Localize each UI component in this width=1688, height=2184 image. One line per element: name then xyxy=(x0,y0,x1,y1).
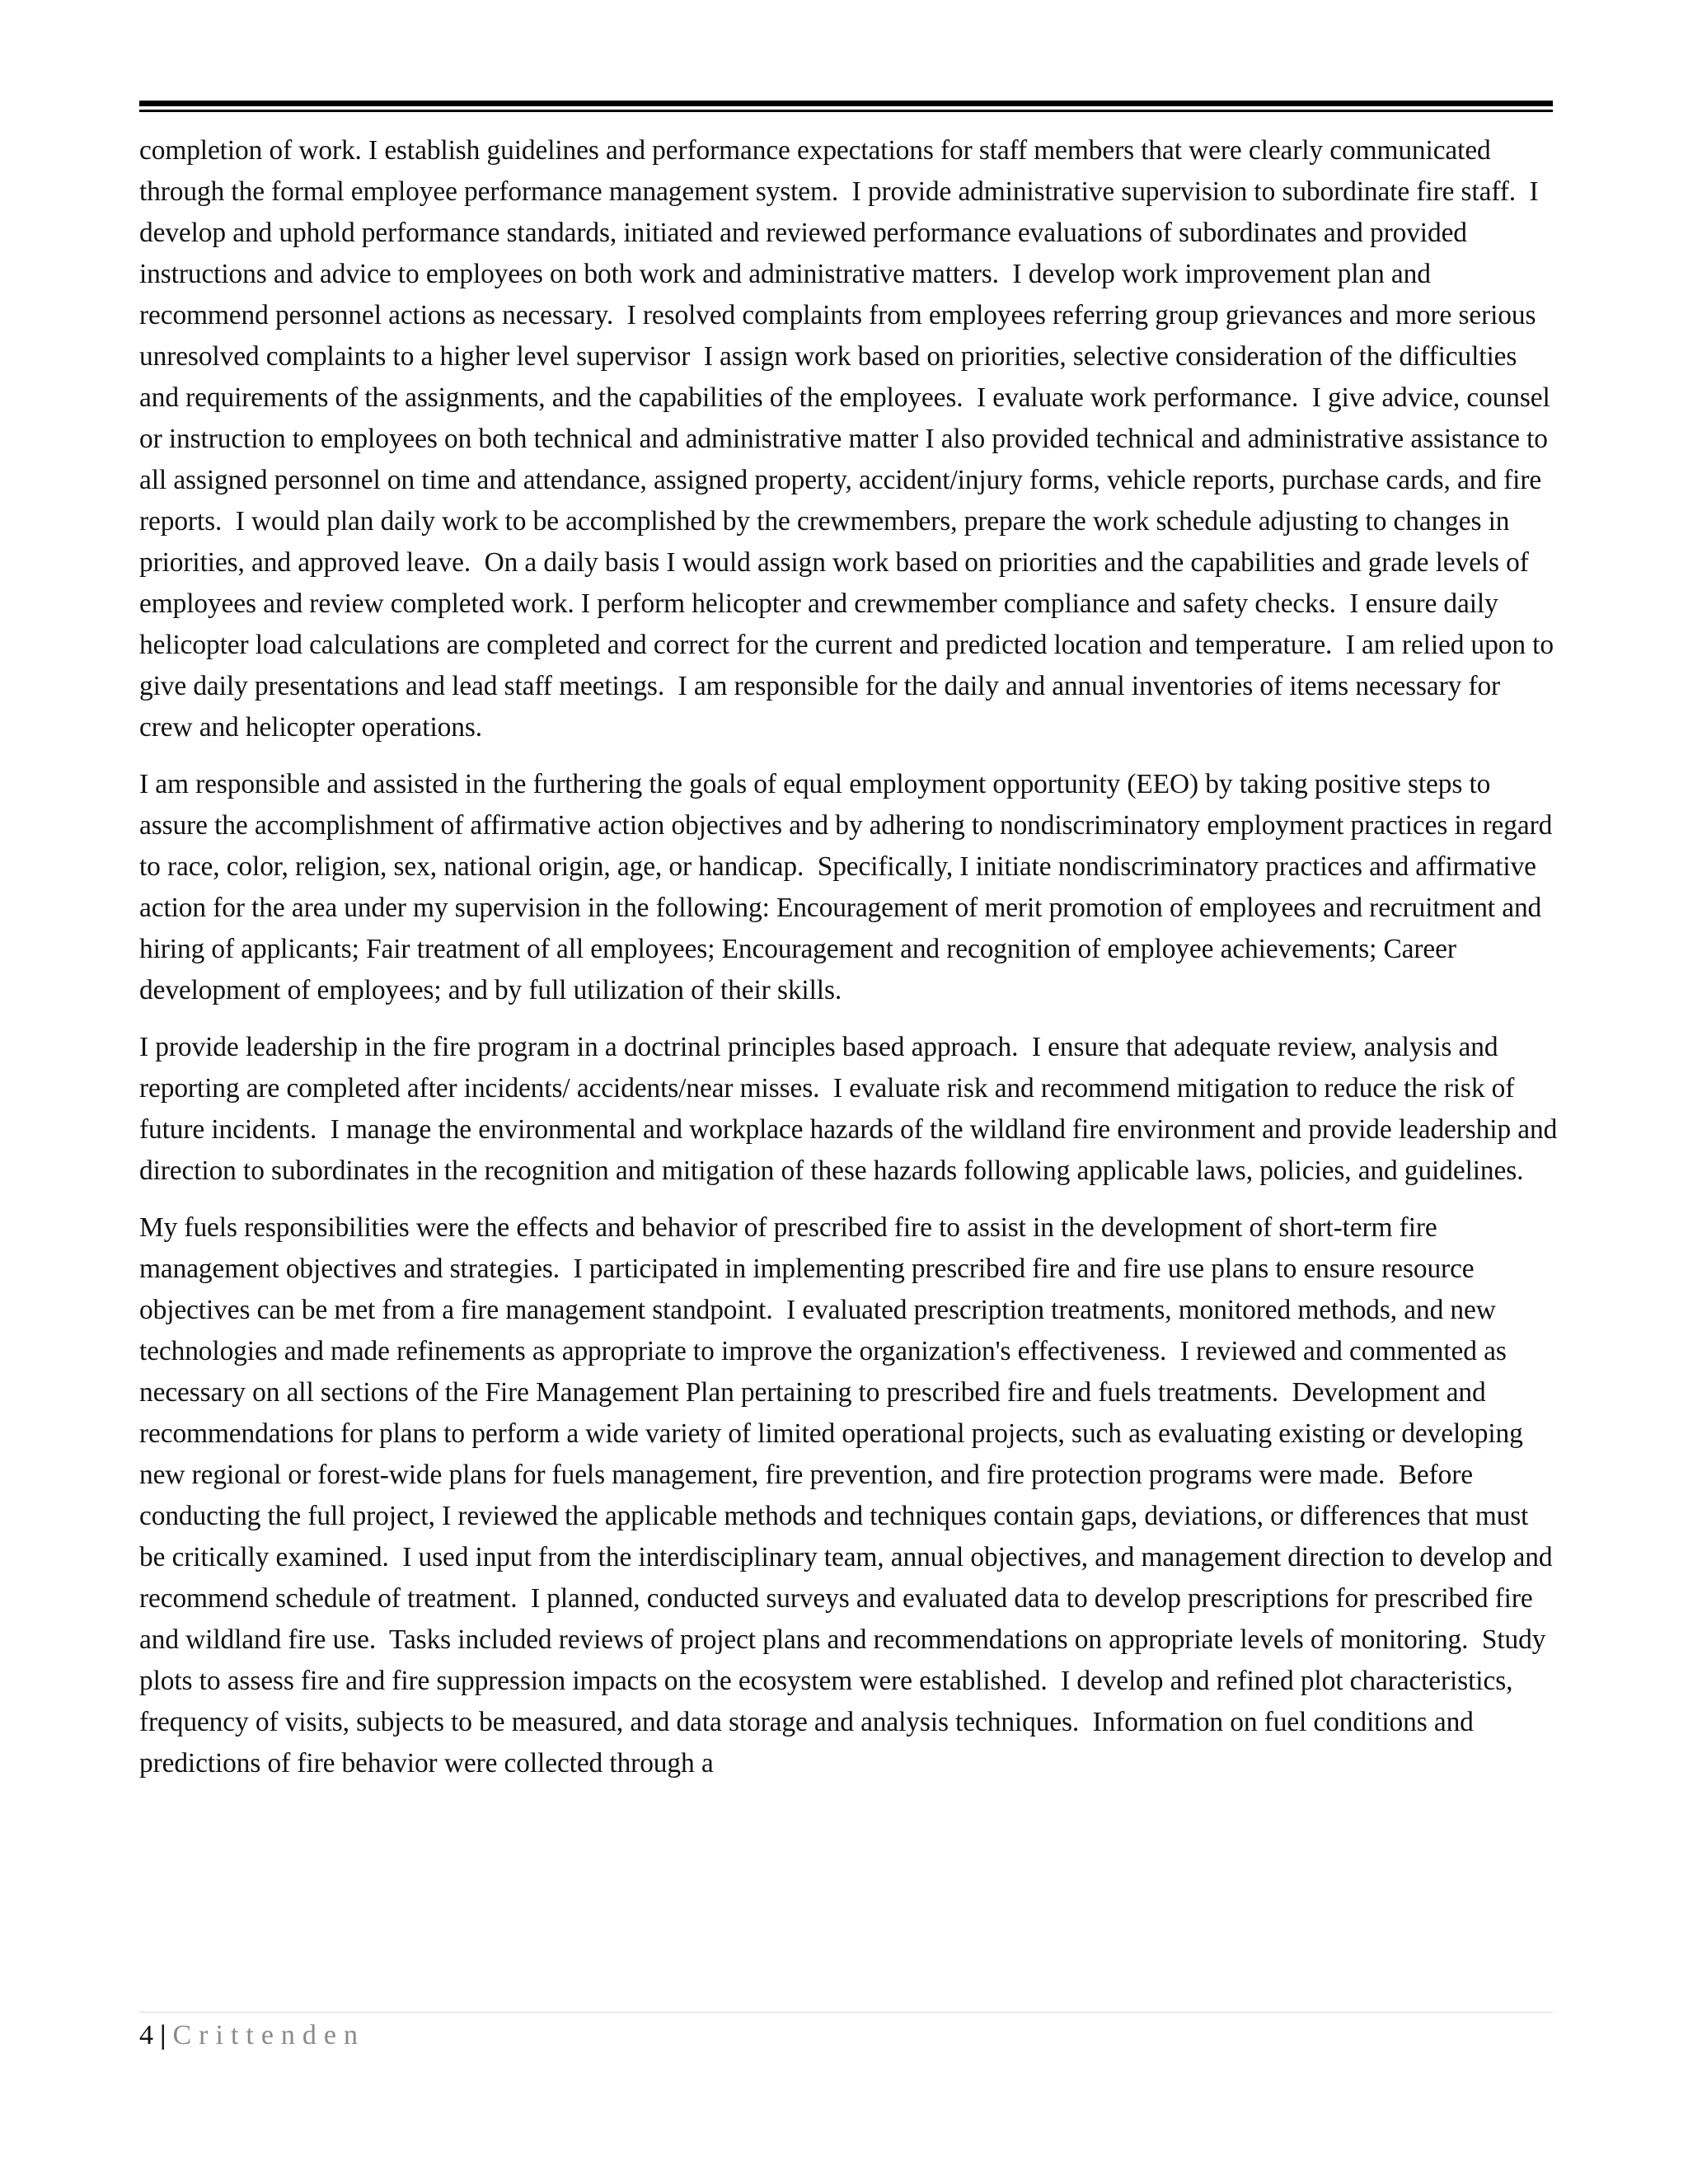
paragraph-leadership: I provide leadership in the fire program in a doctrinal principles based approach. I ensure that adequate review, analysis and reporting are completed after incidents/ accidents/near misses. I evaluate risk and recommend mitigation to reduce the risk of future incidents. I manage the environmental and workplace hazards of the wildland fire environment and provide leadership and direction to subordinates in the recognition and mitigation of these hazards following applicable laws, policies, and guidelines. xyxy=(139,1032,1564,1186)
footer-author: Crittenden xyxy=(172,2020,366,2050)
page-footer xyxy=(139,2016,365,2055)
header-rule-thin xyxy=(139,110,1553,112)
header-rule-thick xyxy=(139,101,1553,106)
footer-separator: | xyxy=(160,2020,166,2050)
footer-rule xyxy=(139,2012,1553,2013)
paragraph-fuels: My fuels responsibilities were the effects and behavior of prescribed fire to assist in the development of short-term fire management objectives and strategies. I participated in implementing prescribed fire and fire use plans to ensure resource objectives can be met from a fire management standpoint. I evaluated prescription treatments, monitored methods, and new technologies and made refinements as appropriate to improve the organization's effectiveness. I reviewed and commented as necessary on all sections of the Fire Management Plan pertaining to prescribed fire and fuels treatments. Development and recommendations for plans to perform a wide variety of limited operational projects, such as evaluating existing or developing new regional or forest-wide plans for fuels management, fire prevention, and fire protection programs were made. Before conducting the full project, I reviewed the applicable methods and techniques contain gaps, deviations, or differences that must be critically examined. I used input from the interdisciplinary team, annual objectives, and management direction to develop and recommend schedule of treatment. I planned, conducted surveys and evaluated data to develop prescriptions for prescribed fire and wildland fire use. Tasks included reviews of project plans and recommendations on appropriate levels of monitoring. Study plots to assess fire and fire suppression impacts on the ecosystem were established. I develop and refined plot characteristics, frequency of visits, subjects to be measured, and data storage and analysis techniques. Information on fuel conditions and predictions of fire behavior were collected through a xyxy=(139,1212,1559,1779)
body-text xyxy=(139,130,1564,1800)
paragraph-supervision: completion of work. I establish guidelines and performance expectations for staff members that were clearly communicated through the formal employee performance management system. I provide administrative supervision to subordinate fire staff. I develop and uphold performance standards, initiated and reviewed performance evaluations of subordinates and provided instructions and advice to employees on both work and administrative matters. I develop work improvement plan and recommend personnel actions as necessary. I resolved complaints from employees referring group grievances and more serious unresolved complaints to a higher level supervisor I assign work based on priorities, selective consideration of the difficulties and requirements of the assignments, and the capabilities of the employees. I evaluate work performance. I give advice, counsel or instruction to employees on both technical and administrative matter I also provided technical and administrative assistance to all assigned personnel on time and attendance, assigned property, accident/injury forms, vehicle reports, purchase cards, and fire reports. I would plan daily work to be accomplished by the crewmembers, prepare the work schedule adjusting to changes in priorities, and approved leave. On a daily basis I would assign work based on priorities and the capabilities and grade levels of employees and review completed work. I perform helicopter and crewmember compliance and safety checks. I ensure daily helicopter load calculations are completed and correct for the current and predicted location and temperature. I am relied upon to give daily presentations and lead staff meetings. I am responsible for the daily and annual inventories of items necessary for crew and helicopter operations. xyxy=(139,135,1561,743)
paragraph-eeo: I am responsible and assisted in the furthering the goals of equal employment opportunity (EEO) by taking positive steps to assure the accomplishment of affirmative action objectives and by adhering to nondiscriminatory employment practices in regard to race, color, religion, sex, national origin, age, or handicap. Specifically, I initiate nondiscriminatory practices and affirmative action for the area under my supervision in the following: Encouragement of merit promotion of employees and recruitment and hiring of applicants; Fair treatment of all employees; Encouragement and recognition of employee achievements; Career development of employees; and by full utilization of their skills. xyxy=(139,769,1559,1005)
page-number: 4 xyxy=(139,2020,153,2050)
